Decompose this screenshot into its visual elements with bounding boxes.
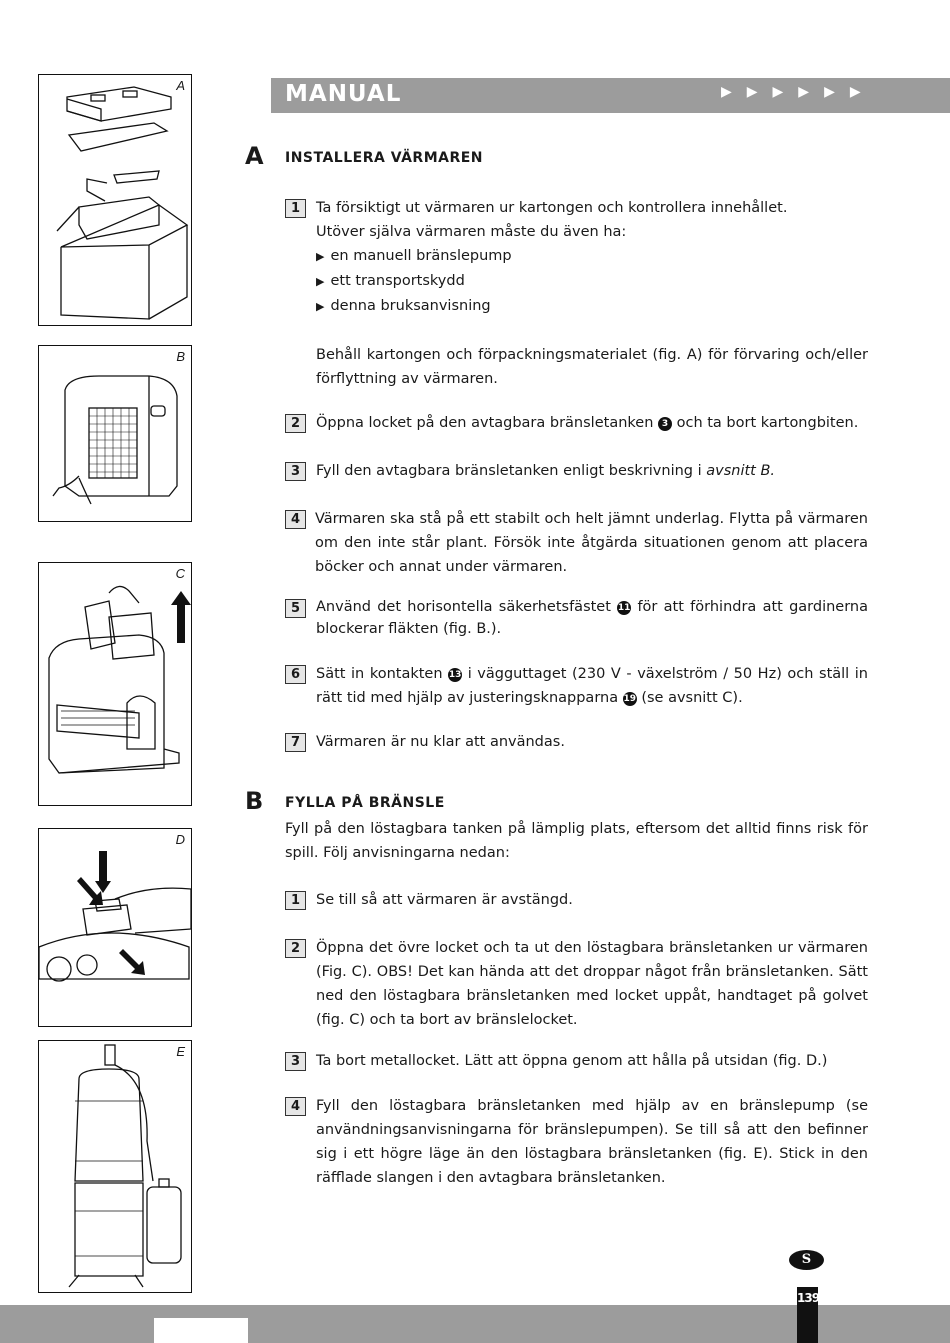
step-text: Utöver själva värmaren måste du även ha: <box>316 224 627 240</box>
figure-label: B <box>176 349 185 364</box>
step-text: Se till så att värmaren är avstängd. <box>316 892 573 908</box>
section-a-step-1 <box>316 196 868 391</box>
figure-label: D <box>175 832 185 847</box>
section-a-step-5 <box>316 596 868 640</box>
page-number: 139 <box>797 1287 818 1343</box>
step-text: Öppna locket på den avtagbara bränsletanken <box>316 415 654 431</box>
fuel-pump-illustration-icon <box>39 1041 191 1292</box>
step-text: Värmaren ska stå på ett stabilt och helt jämnt underlag. Flytta på värmaren om den inte står plant. Försök inte åtgärda situationen genom att placera böcker och annat under värmaren. <box>315 511 868 575</box>
heater-rear-illustration-icon <box>39 346 191 521</box>
tank-removal-illustration-icon <box>39 563 191 805</box>
step-text: i vägguttaget (230 V - växelström / 50 Hz) och ställ in rätt tid med hjälp av justeringsknapparna <box>316 666 869 706</box>
step-text: (se avsnitt C). <box>641 690 743 706</box>
section-b-step-4 <box>316 1094 868 1190</box>
section-b-step-number: 2 <box>285 939 306 958</box>
section-b-step-1 <box>316 888 868 912</box>
figure-d <box>38 828 192 1027</box>
section-b-step-number: 1 <box>285 891 306 910</box>
cap-removal-illustration-icon <box>39 829 191 1026</box>
step-text: Använd det horisontella säkerhetsfästet <box>316 599 611 615</box>
step-text: Ta försiktigt ut värmaren ur kartongen och kontrollera innehållet. <box>316 200 788 216</box>
figure-c <box>38 562 192 806</box>
section-b-step-2 <box>316 936 868 1032</box>
figure-label: A <box>176 78 185 93</box>
reference-number-badge: 3 <box>658 417 672 431</box>
section-b-step-3 <box>316 1049 868 1073</box>
bullet-item: ▶ denna bruksanvisning <box>316 294 868 319</box>
step-text: Sätt in kontakten <box>316 666 443 682</box>
section-a-step-number: 4 <box>285 510 306 529</box>
step-text: Värmaren är nu klar att användas. <box>316 734 565 750</box>
bullet-item: ▶ ett transportskydd <box>316 269 868 294</box>
header-arrows-icon: ▶▶▶▶▶▶ <box>721 84 876 100</box>
section-a-step-3 <box>316 459 868 483</box>
section-a-step-6 <box>316 662 868 710</box>
language-badge: S <box>789 1250 824 1270</box>
section-a-title: INSTALLERA VÄRMAREN <box>285 150 484 166</box>
figure-label: C <box>175 566 185 581</box>
figure-a <box>38 74 192 326</box>
figure-e <box>38 1040 192 1293</box>
intro-text: Fyll på den löstagbara tanken på lämplig plats, eftersom det alltid finns risk för spill. Följ anvisningarna nedan: <box>285 821 868 861</box>
section-a-step-number: 1 <box>285 199 306 218</box>
reference-number-badge: 19 <box>623 694 636 704</box>
section-a-step-2 <box>316 411 868 435</box>
section-b-step-number: 4 <box>285 1097 306 1116</box>
section-b-title: FYLLA PÅ BRÄNSLE <box>285 795 445 811</box>
section-b-step-number: 3 <box>285 1052 306 1071</box>
section-a-step-number: 5 <box>285 599 306 618</box>
figure-label: E <box>176 1044 185 1059</box>
bullet-item: ▶ en manuell bränslepump <box>316 244 868 269</box>
step-text: Fyll den avtagbara bränsletanken enligt beskrivning i <box>316 463 702 479</box>
section-a-step-number: 3 <box>285 462 306 481</box>
figure-b <box>38 345 192 522</box>
carton-unpacking-illustration-icon <box>39 75 191 325</box>
section-a-step-number: 2 <box>285 414 306 433</box>
section-a-step-7 <box>316 730 868 754</box>
footer-white-block <box>154 1318 248 1343</box>
section-b-letter: B <box>245 787 264 815</box>
section-a-step-number: 6 <box>285 665 306 684</box>
step-text: Öppna det övre locket och ta ut den löstagbara bränsletanken ur värmaren (Fig. C). OBS! Det kan hända att det droppar något från bränsletanken. Sätt ned den löstagbara bränsletanken med locket uppåt, handtaget på golvet (fig. C) och ta bort av bränslelocket. <box>316 940 868 1028</box>
page-title: MANUAL <box>285 81 402 107</box>
step-text: Ta bort metallocket. Lätt att öppna genom att hålla på utsidan (fig. D.) <box>316 1053 828 1069</box>
section-a-letter: A <box>245 142 264 170</box>
header-bar <box>271 78 950 113</box>
section-a-step-4 <box>315 507 868 579</box>
step-note: Behåll kartongen och förpackningsmaterialet (fig. A) för förvaring och/eller förflyttning av värmaren. <box>316 347 868 387</box>
reference-number-badge: 11 <box>617 603 631 613</box>
step-text: för att förhindra att gardinerna blockerar fläkten (fig. B.). <box>316 599 869 637</box>
step-text-italic: avsnitt B. <box>706 463 776 479</box>
reference-number-badge: 13 <box>448 670 462 680</box>
section-b-intro <box>285 817 868 865</box>
step-text: och ta bort kartongbiten. <box>676 415 859 431</box>
section-a-step-number: 7 <box>285 733 306 752</box>
step-text: Fyll den löstagbara bränsletanken med hjälp av en bränslepump (se användningsanvisningarna för bränslepumpen). Se till så att den befinner sig i ett högre läge än den löstagbara bränsletanken (fig. E). Stick in den räfflade slangen i den avtagbara bränsletanken. <box>316 1098 868 1186</box>
